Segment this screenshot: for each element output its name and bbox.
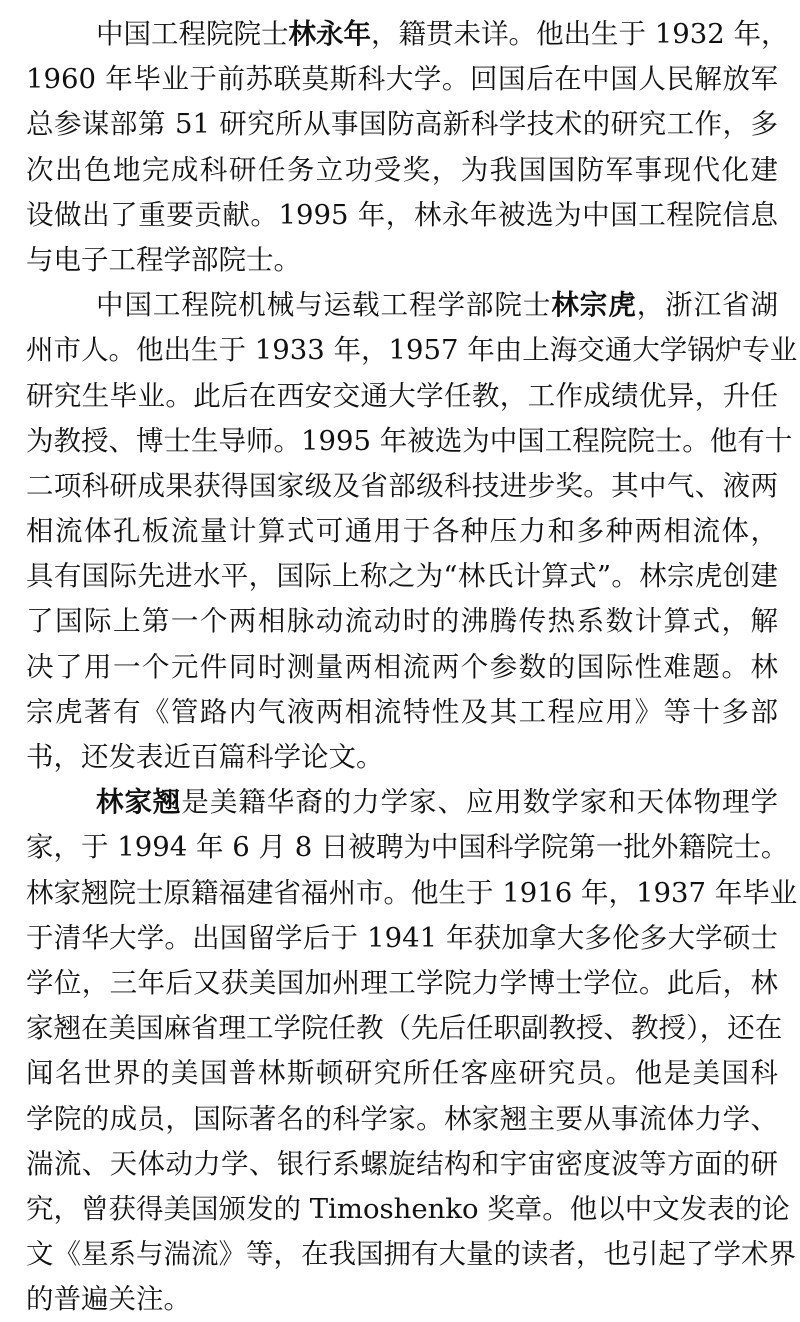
text-segment: 是美籍华裔的力学家、应用数学家和天体物理学 [181, 786, 779, 819]
text-segment: 二项科研成果获得国家级及省部级科技进步奖。其中气、液两 [26, 469, 778, 502]
text-segment: 闻名世界的美国普林斯顿研究所任客座研究员。他是美国科 [26, 1057, 778, 1090]
text-line [26, 1006, 783, 1051]
text-line [26, 283, 778, 328]
text-segment: 了国际上第一个两相脉动流动时的沸腾传热系数计算式，解 [26, 605, 778, 638]
text-segment: 设做出了重要贡献。1995 年，林永年被选为中国工程院信息 [26, 198, 778, 231]
text-line [26, 328, 798, 373]
bold-name: 林宗虎 [551, 289, 637, 322]
text-segment: 中国工程院院士 [96, 18, 289, 50]
paragraph [26, 12, 789, 283]
text-segment: 究，曾获得美国颁发的 Timoshenko 奖章。他以中文发表的论 [26, 1192, 790, 1225]
text-line [26, 1232, 796, 1277]
text-segment: 为教授、博士生导师。1995 年被选为中国工程院院士。他有十 [26, 424, 793, 457]
text-segment: 1960 年毕业于前苏联莫斯科大学。回国后在中国人民解放军 [26, 63, 778, 96]
text-line [26, 961, 778, 1006]
text-segment: 与电子工程学部院士。 [26, 243, 301, 276]
text-line [26, 645, 778, 690]
text-segment: 的普遍关注。 [26, 1283, 191, 1316]
text-line [26, 690, 778, 735]
text-line [26, 735, 778, 780]
text-segment: 学位，三年后又获美国加州理工学院力学博士学位。此后，林 [26, 966, 778, 999]
bold-name: 林家翘 [96, 786, 182, 819]
text-line [26, 193, 778, 238]
text-line [26, 12, 789, 57]
text-line [26, 57, 778, 102]
text-line [26, 554, 778, 599]
text-line [26, 464, 778, 509]
text-segment: 总参谋部第 51 研究所从事国防高新科学技术的研究工作，多 [26, 108, 778, 141]
text-segment: 文《星系与湍流》等，在我国拥有大量的读者，也引起了学术界 [26, 1238, 796, 1271]
text-segment: 宗虎著有《管路内气液两相流特性及其工程应用》等十多部 [26, 695, 778, 728]
text-segment: 家翘在美国麻省理工学院任教（先后任职副教授、教授），还在 [26, 1012, 783, 1045]
text-line [26, 1277, 778, 1322]
text-line [26, 1187, 790, 1232]
text-segment: 书，还发表近百篇科学论文。 [26, 741, 384, 773]
text-line [26, 509, 778, 554]
text-line [26, 102, 778, 147]
text-line [26, 1142, 778, 1187]
text-line [26, 780, 778, 825]
text-segment: 家，于 1994 年 6 月 8 日被聘为中国科学院第一批外籍院士。 [26, 831, 789, 864]
text-segment: 次出色地完成科研任务立功受奖，为我国国防军事现代化建 [26, 153, 778, 186]
text-segment: 决了用一个元件同时测量两相流两个参数的国际性难题。林 [26, 650, 778, 683]
text-segment: ，浙江省湖 [636, 289, 779, 322]
text-segment: 于清华大学。出国留学后于 1941 年获加拿大多伦多大学硕士 [26, 921, 778, 954]
bold-name: 林永年 [288, 18, 371, 50]
text-segment: 具有国际先进水平，国际上称之为“林氏计算式”。林宗虎创建 [26, 560, 778, 593]
text-line [26, 148, 778, 193]
text-segment: 研究生毕业。此后在西安交通大学任教，工作成绩优异，升任 [26, 379, 778, 412]
text-line [26, 1051, 778, 1096]
text-segment: ，籍贯未详。他出生于 1932 年， [371, 18, 789, 50]
text-segment: 学院的成员，国际著名的科学家。林家翘主要从事流体力学、 [26, 1102, 778, 1135]
text-line [26, 871, 798, 916]
text-segment: 湍流、天体动力学、银行系螺旋结构和宇宙密度波等方面的研 [26, 1147, 778, 1180]
text-segment: 中国工程院机械与运载工程学部院士 [96, 289, 552, 322]
text-segment: 林家翘院士原籍福建省福州市。他生于 1916 年，1937 年毕业 [26, 876, 798, 909]
text-segment: 相流体孔板流量计算式可通用于各种压力和多种两相流体， [26, 515, 778, 548]
text-line [26, 825, 789, 870]
text-line [26, 916, 778, 961]
text-line [26, 1097, 778, 1142]
text-line [26, 374, 778, 419]
paragraph [26, 283, 798, 780]
document-page [26, 12, 798, 1322]
text-line [26, 599, 778, 644]
text-segment: 州市人。他出生于 1933 年，1957 年由上海交通大学锅炉专业 [26, 334, 798, 367]
text-line [26, 238, 778, 283]
text-line [26, 419, 793, 464]
paragraph [26, 780, 798, 1322]
